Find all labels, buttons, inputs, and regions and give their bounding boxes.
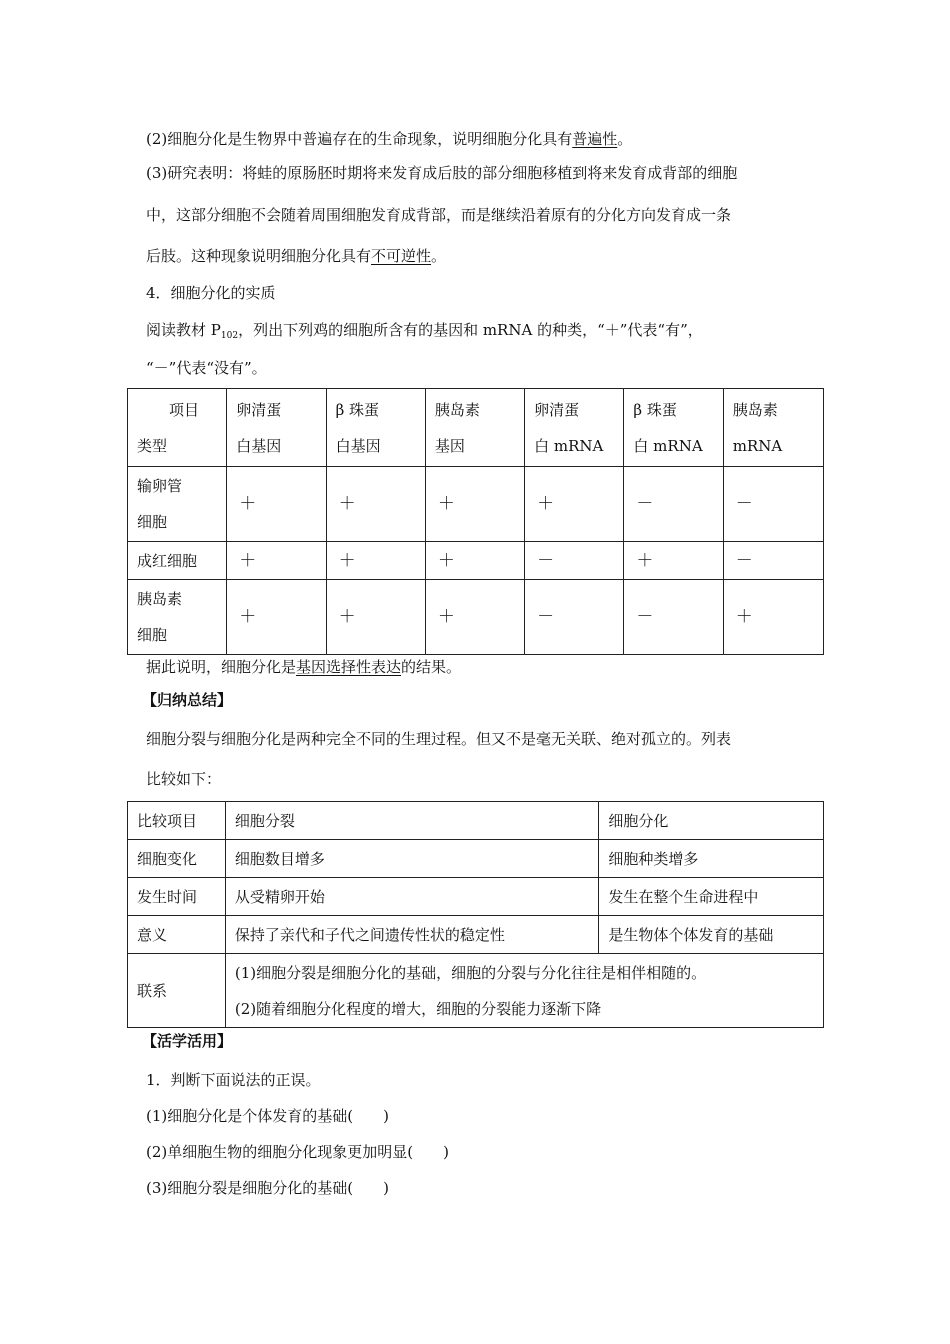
cell-value: － [723, 467, 823, 542]
header-cell: 比较项目 [128, 802, 226, 840]
cell-value: ＋ [326, 467, 425, 542]
cell-value: 保持了亲代和子代之间遗传性状的稳定性 [225, 916, 598, 954]
cell-value: ＋ [525, 467, 624, 542]
row-label: 成红细胞 [128, 542, 227, 580]
cell-value: － [624, 467, 723, 542]
paragraph-2: (2)细胞分化是生物界中普遍存在的生命现象，说明细胞分化具有普遍性。 [146, 130, 633, 148]
paragraph-3-line-3: 后肢。这种现象说明细胞分化具有不可逆性。 [146, 247, 447, 265]
header-insulin-mrna: 胰岛素 mRNA [723, 389, 823, 467]
conclusion-line: 据此说明，细胞分化是基因选择性表达的结果。 [146, 658, 462, 676]
cell-value: ＋ [227, 542, 326, 580]
row-label: 意义 [128, 916, 226, 954]
table-row [128, 916, 824, 954]
cell-value: ＋ [425, 580, 524, 655]
row-label: 联系 [128, 954, 226, 1028]
gene-table-header-row [128, 389, 824, 467]
reading-instruction-line-1: 阅读教材 $P_{102}$，列出下列鸡的细胞所含有的基因和 mRNA 的种类，“＋”代表“有”， [146, 321, 703, 341]
table-row [128, 580, 824, 655]
relation-row [128, 954, 824, 1028]
cell-value: ＋ [227, 580, 326, 655]
paragraph-3-line-2: 中，这部分细胞不会随着周围细胞发育成背部，而是继续沿着原有的分化方向发育成一条 [146, 206, 732, 224]
reading-instruction-line-2: “－”代表“没有”。 [146, 359, 267, 377]
row-label: 细胞变化 [128, 840, 226, 878]
cell-value: ＋ [425, 542, 524, 580]
header-beta-globin-mrna: β 珠蛋 白 mRNA [624, 389, 723, 467]
header-insulin-gene: 胰岛素 基因 [425, 389, 524, 467]
row-label: 胰岛素 细胞 [128, 580, 227, 655]
cell-value: 细胞数目增多 [225, 840, 598, 878]
gene-mrna-table [127, 388, 824, 655]
header-item-type: 项目 类型 [128, 389, 227, 467]
question-1: 1．判断下面说法的正误。 [146, 1071, 321, 1089]
cell-value: － [525, 542, 624, 580]
cell-value: ＋ [425, 467, 524, 542]
practice-heading: 【活学活用】 [142, 1032, 233, 1050]
summary-line-2: 比较如下： [146, 770, 222, 788]
summary-heading: 【归纳总结】 [142, 691, 233, 709]
row-label: 发生时间 [128, 878, 226, 916]
cell-value: ＋ [326, 542, 425, 580]
relation-cell: (1)细胞分裂是细胞分化的基础，细胞的分裂与分化往往是相伴相随的。 (2)随着细胞分化程度的增大，细胞的分裂能力逐渐下降 [225, 954, 823, 1028]
header-ovalbumin-gene: 卵清蛋 白基因 [227, 389, 326, 467]
cell-value: 是生物体个体发育的基础 [599, 916, 824, 954]
section-4-heading: 4．细胞分化的实质 [146, 284, 276, 302]
answer-selective-expression: 基因选择性表达 [296, 658, 402, 676]
cell-value: ＋ [227, 467, 326, 542]
question-item: (3)细胞分裂是细胞分化的基础( ) [146, 1179, 389, 1197]
cell-value: － [723, 542, 823, 580]
header-cell: 细胞分裂 [225, 802, 598, 840]
comparison-header-row [128, 802, 824, 840]
table-row [128, 467, 824, 542]
comparison-table [127, 801, 824, 1028]
cell-value: 从受精卵开始 [225, 878, 598, 916]
cell-value: － [525, 580, 624, 655]
summary-line-1: 细胞分裂与细胞分化是两种完全不同的生理过程。但又不是毫无关联、绝对孤立的。列表 [146, 730, 732, 748]
paragraph-3-line-1: (3)研究表明：将蛙的原肠胚时期将来发育成后肢的部分细胞移植到将来发育成背部的细胞 [146, 164, 738, 182]
cell-value: 发生在整个生命进程中 [599, 878, 824, 916]
cell-value: ＋ [723, 580, 823, 655]
table-row [128, 840, 824, 878]
table-row [128, 878, 824, 916]
row-label: 输卵管 细胞 [128, 467, 227, 542]
question-item: (1)细胞分化是个体发育的基础( ) [146, 1107, 389, 1125]
table-row [128, 542, 824, 580]
answer-irreversibility: 不可逆性 [371, 247, 432, 265]
cell-value: 细胞种类增多 [599, 840, 824, 878]
cell-value: － [624, 580, 723, 655]
header-beta-globin-gene: β 珠蛋 白基因 [326, 389, 425, 467]
answer-universality: 普遍性 [572, 130, 618, 148]
header-ovalbumin-mrna: 卵清蛋 白 mRNA [525, 389, 624, 467]
header-cell: 细胞分化 [599, 802, 824, 840]
question-item: (2)单细胞生物的细胞分化现象更加明显( ) [146, 1143, 449, 1161]
cell-value: ＋ [326, 580, 425, 655]
cell-value: ＋ [624, 542, 723, 580]
